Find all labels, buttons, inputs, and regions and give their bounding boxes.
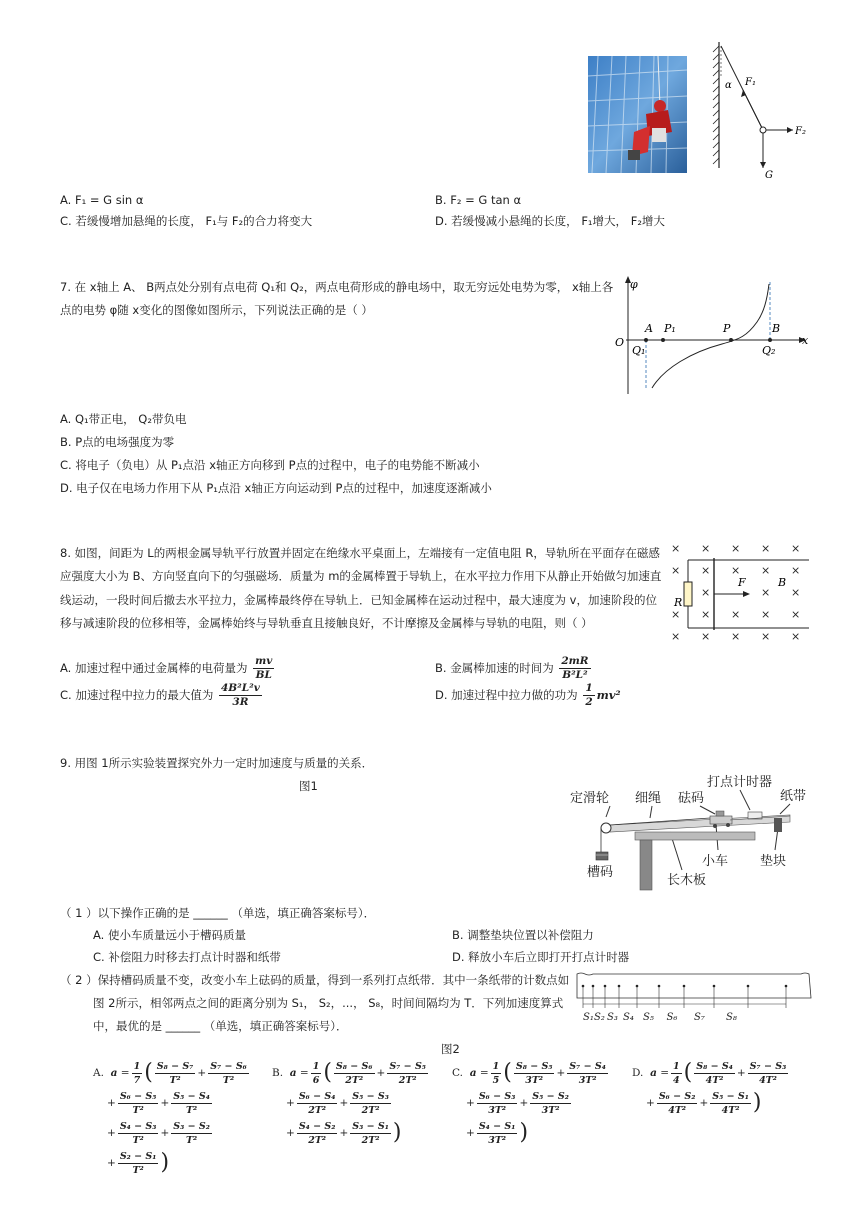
- q9-sub2-line1: （ 2 ）保持槽码质量不变，改变小车上砝码的质量，得到一系列打点纸带．其中一条纸带的计数点如: [60, 973, 570, 987]
- q8-option-d-suffix: mv²: [596, 688, 621, 702]
- tape-segment-label: S₁: [583, 1012, 594, 1023]
- magnetic-field-diagram: [666, 540, 811, 650]
- label-board: 长木板: [667, 873, 707, 888]
- q7-option-a[interactable]: A. Q₁带正电， Q₂带负电: [60, 412, 187, 426]
- q9-formula-option-b[interactable]: B. a = $\frac{1}{6}$ ( $\frac{\text{S₈ − S₆}}{\text{2T²}}$ + $\frac{\text{S₇ − S₅}}{\text{2T²}}$ + $\frac{\text{S₆ − S₄}}{\text{2T²}}$ + $\frac{\text{S₅ − S₃}}{\text{2T²}}$ + $\frac{\text{S₄ − S₂}}{\text{2T²}}$ + $\frac{\text{S₃ − S₁}}{\text{2T²}}$ ): [272, 1060, 426, 1146]
- svg-text:×: ×: [761, 608, 771, 621]
- q9-formula-option-a[interactable]: A. a = $\frac{1}{7}$ ( $\frac{\text{S₈ − S₇}}{\text{T²}}$ + $\frac{\text{S₇ − S₆}}{\text{T²}}$ + $\frac{\text{S₆ − S₅}}{\text{T²}}$ + $\frac{\text{S₅ − S₄}}{\text{T²}}$ + $\frac{\text{S₄ − S₃}}{\text{T²}}$ + $\frac{\text{S₃ − S₂}}{\text{T²}}$ + $\frac{\text{S₂ − S₁}}{\text{T²}}$ ): [93, 1060, 247, 1176]
- q9-sub1-option-c[interactable]: C. 补偿阻力时移去打点计时器和纸带: [93, 950, 281, 964]
- q7-option-d[interactable]: D. 电子仅在电场力作用下从 P₁点沿 x轴正方向运动到 P点的过程中，加速度逐渐减小: [60, 481, 492, 495]
- svg-text:×: ×: [731, 608, 741, 621]
- f2-label: F₂: [795, 126, 806, 137]
- q8-stem-line4: 移与减速阶段的位移相等，金属棒始终与导轨垂直且接触良好，不计摩擦及金属棒与导轨的电阻，则（ ）: [60, 616, 593, 630]
- q8-option-d-fraction: $\frac{1}{2}$: [585, 682, 593, 708]
- q9-sub2-line2: 图 2所示，相邻两点之间的距离分别为 S₁， S₂，...， S₈，时间间隔均为 T．下列加速度算式: [93, 996, 564, 1010]
- tape-segment-label: S₈: [726, 1012, 737, 1023]
- svg-text:×: ×: [791, 630, 801, 643]
- svg-text:×: ×: [701, 608, 711, 621]
- q9-sub1-option-d[interactable]: D. 释放小车后立即打开打点计时器: [452, 950, 630, 964]
- q9-stem: 9. 用图 1所示实验装置探究外力一定时加速度与质量的关系．: [60, 756, 374, 770]
- g-label: G: [765, 170, 773, 181]
- svg-text:×: ×: [791, 608, 801, 621]
- q1-label: Q₁: [632, 344, 646, 357]
- f1-label: F₁: [745, 77, 756, 88]
- q8-option-c-fraction: $\frac{\text{4B²L²v}}{3R}$: [221, 682, 260, 708]
- svg-text:×: ×: [701, 564, 711, 577]
- svg-text:×: ×: [671, 564, 681, 577]
- q8-option-a-text: A. 加速过程中通过金属棒的电荷量为: [60, 661, 248, 675]
- q9-sub1-option-a[interactable]: A. 使小车质量远小于槽码质量: [93, 928, 246, 942]
- svg-text:×: ×: [731, 542, 741, 555]
- q8-stem-line3: 线运动，一段时间后撤去水平拉力，金属棒最终停在导轨上．已知金属棒在运动过程中，最大速度为 v，加速阶段的位: [60, 593, 657, 607]
- q9-sub1-stem: （ 1 ）以下操作正确的是 ______ （单选，填正确答案标号）．: [60, 906, 376, 920]
- svg-text:×: ×: [701, 542, 711, 555]
- q6-option-c[interactable]: C. 若缓慢增加悬绳的长度， F₁与 F₂的合力将变大: [60, 214, 313, 228]
- svg-text:×: ×: [791, 586, 801, 599]
- q8-stem-line2: 应强度大小为 B、方向竖直向下的匀强磁场．质量为 m的金属棒置于导轨上，在水平拉力作用下从静止开始做匀加速直: [60, 569, 662, 583]
- q6-option-a[interactable]: A. F₁ = G sin α: [60, 193, 144, 207]
- tape-segment-label: S₆: [666, 1012, 678, 1023]
- q8-option-c[interactable]: [60, 682, 264, 709]
- tape-segment-label: S₇: [694, 1012, 705, 1023]
- svg-text:×: ×: [671, 542, 681, 555]
- field-b-label: B: [778, 576, 787, 589]
- q8-option-a-fraction: $\frac{mv}{BL}$: [255, 655, 273, 681]
- label-block: 垫块: [760, 854, 787, 869]
- q7-option-c[interactable]: C. 将电子（负电）从 P₁点沿 x轴正方向移到 P点的过程中，电子的电势能不断减小: [60, 458, 480, 472]
- point-p1-label: P₁: [664, 322, 676, 335]
- svg-text:×: ×: [761, 586, 771, 599]
- force-diagram: [705, 40, 815, 185]
- point-p-label: P: [723, 322, 731, 335]
- label-car: 小车: [702, 854, 729, 869]
- experiment-apparatus-diagram: [570, 770, 815, 895]
- q8-option-d-text: D. 加速过程中拉力做的功为: [435, 688, 578, 702]
- figure1-caption: 图1: [299, 779, 318, 793]
- q6-option-d[interactable]: D. 若缓慢减小悬绳的长度， F₁增大， F₂增大: [435, 214, 665, 228]
- q9-formula-option-d[interactable]: D. a = $\frac{1}{4}$ ( $\frac{\text{S₈ − S₄}}{\text{4T²}}$ + $\frac{\text{S₇ − S₃}}{\text{4T²}}$ + $\frac{\text{S₆ − S₂}}{\text{4T²}}$ + $\frac{\text{S₅ − S₁}}{\text{4T²}}$ ): [632, 1060, 787, 1116]
- q8-option-b[interactable]: [435, 655, 593, 682]
- svg-text:×: ×: [761, 564, 771, 577]
- phi-axis-label: φ: [630, 278, 638, 291]
- label-hook: 槽码: [587, 865, 614, 880]
- label-pulley: 定滑轮: [570, 791, 610, 806]
- point-b-label: B: [772, 322, 781, 335]
- q7-stem-line1: 7. 在 x轴上 A、 B两点处分别有点电荷 Q₁和 Q₂，两点电荷形成的静电场中，取无穷远处电势为零， x轴上各: [60, 280, 614, 294]
- tape-segment-label: S₅: [643, 1012, 654, 1023]
- q8-option-b-fraction: $\frac{2mR}{\text{B²L²}}$: [561, 655, 589, 681]
- svg-text:×: ×: [701, 630, 711, 643]
- svg-text:×: ×: [671, 630, 681, 643]
- point-a-label: A: [645, 322, 653, 335]
- svg-text:×: ×: [671, 608, 681, 621]
- label-tape: 纸带: [780, 789, 807, 804]
- tape-segment-label: S₂: [594, 1012, 605, 1023]
- potential-graph: [612, 272, 812, 402]
- svg-text:×: ×: [701, 586, 711, 599]
- svg-text:×: ×: [731, 564, 741, 577]
- force-f-label: F: [738, 576, 746, 589]
- q8-option-a[interactable]: [60, 655, 276, 682]
- q8-stem-line1: 8. 如图，间距为 L的两根金属导轨平行放置并固定在绝缘水平桌面上，左端接有一定值电阻 R，导轨所在平面存在磁感: [60, 546, 660, 560]
- q2-label: Q₂: [762, 344, 776, 357]
- svg-text:×: ×: [731, 630, 741, 643]
- label-rope: 细绳: [635, 791, 662, 806]
- q8-option-d[interactable]: [435, 682, 621, 709]
- figure2-caption: 图2: [441, 1042, 460, 1056]
- svg-text:×: ×: [791, 542, 801, 555]
- svg-text:×: ×: [791, 564, 801, 577]
- q7-stem-line2: 点的电势 φ随 x变化的图像如图所示，下列说法正确的是（ ）: [60, 303, 373, 317]
- svg-text:×: ×: [761, 630, 771, 643]
- svg-text:×: ×: [761, 542, 771, 555]
- q6-option-b[interactable]: B. F₂ = G tan α: [435, 193, 522, 207]
- q9-sub2-line3: 中，最优的是 ______ （单选，填正确答案标号）．: [93, 1019, 348, 1033]
- q7-option-b[interactable]: B. P点的电场强度为零: [60, 435, 175, 449]
- resistor-r-label: R: [674, 596, 683, 609]
- paper-tape-diagram: [575, 968, 815, 1028]
- q8-option-b-text: B. 金属棒加速的时间为: [435, 661, 554, 675]
- alpha-label: α: [725, 80, 732, 91]
- q8-option-c-text: C. 加速过程中拉力的最大值为: [60, 688, 214, 702]
- tape-segment-label: S₃: [607, 1012, 618, 1023]
- window-cleaner-photo: [588, 56, 687, 173]
- tape-segment-label: S₄: [623, 1012, 634, 1023]
- label-timer: 打点计时器: [707, 775, 773, 790]
- x-axis-label: x: [802, 334, 809, 347]
- origin-label: O: [615, 336, 625, 349]
- label-weight: 砝码: [678, 791, 705, 806]
- q9-formula-option-c[interactable]: C. a = $\frac{1}{5}$ ( $\frac{\text{S₈ − S₅}}{\text{3T²}}$ + $\frac{\text{S₇ − S₄}}{\text{3T²}}$ + $\frac{\text{S₆ − S₃}}{\text{3T²}}$ + $\frac{\text{S₅ − S₂}}{\text{3T²}}$ + $\frac{\text{S₄ − S₁}}{\text{3T²}}$ ): [452, 1060, 606, 1146]
- q9-sub1-option-b[interactable]: B. 调整垫块位置以补偿阻力: [452, 928, 594, 942]
